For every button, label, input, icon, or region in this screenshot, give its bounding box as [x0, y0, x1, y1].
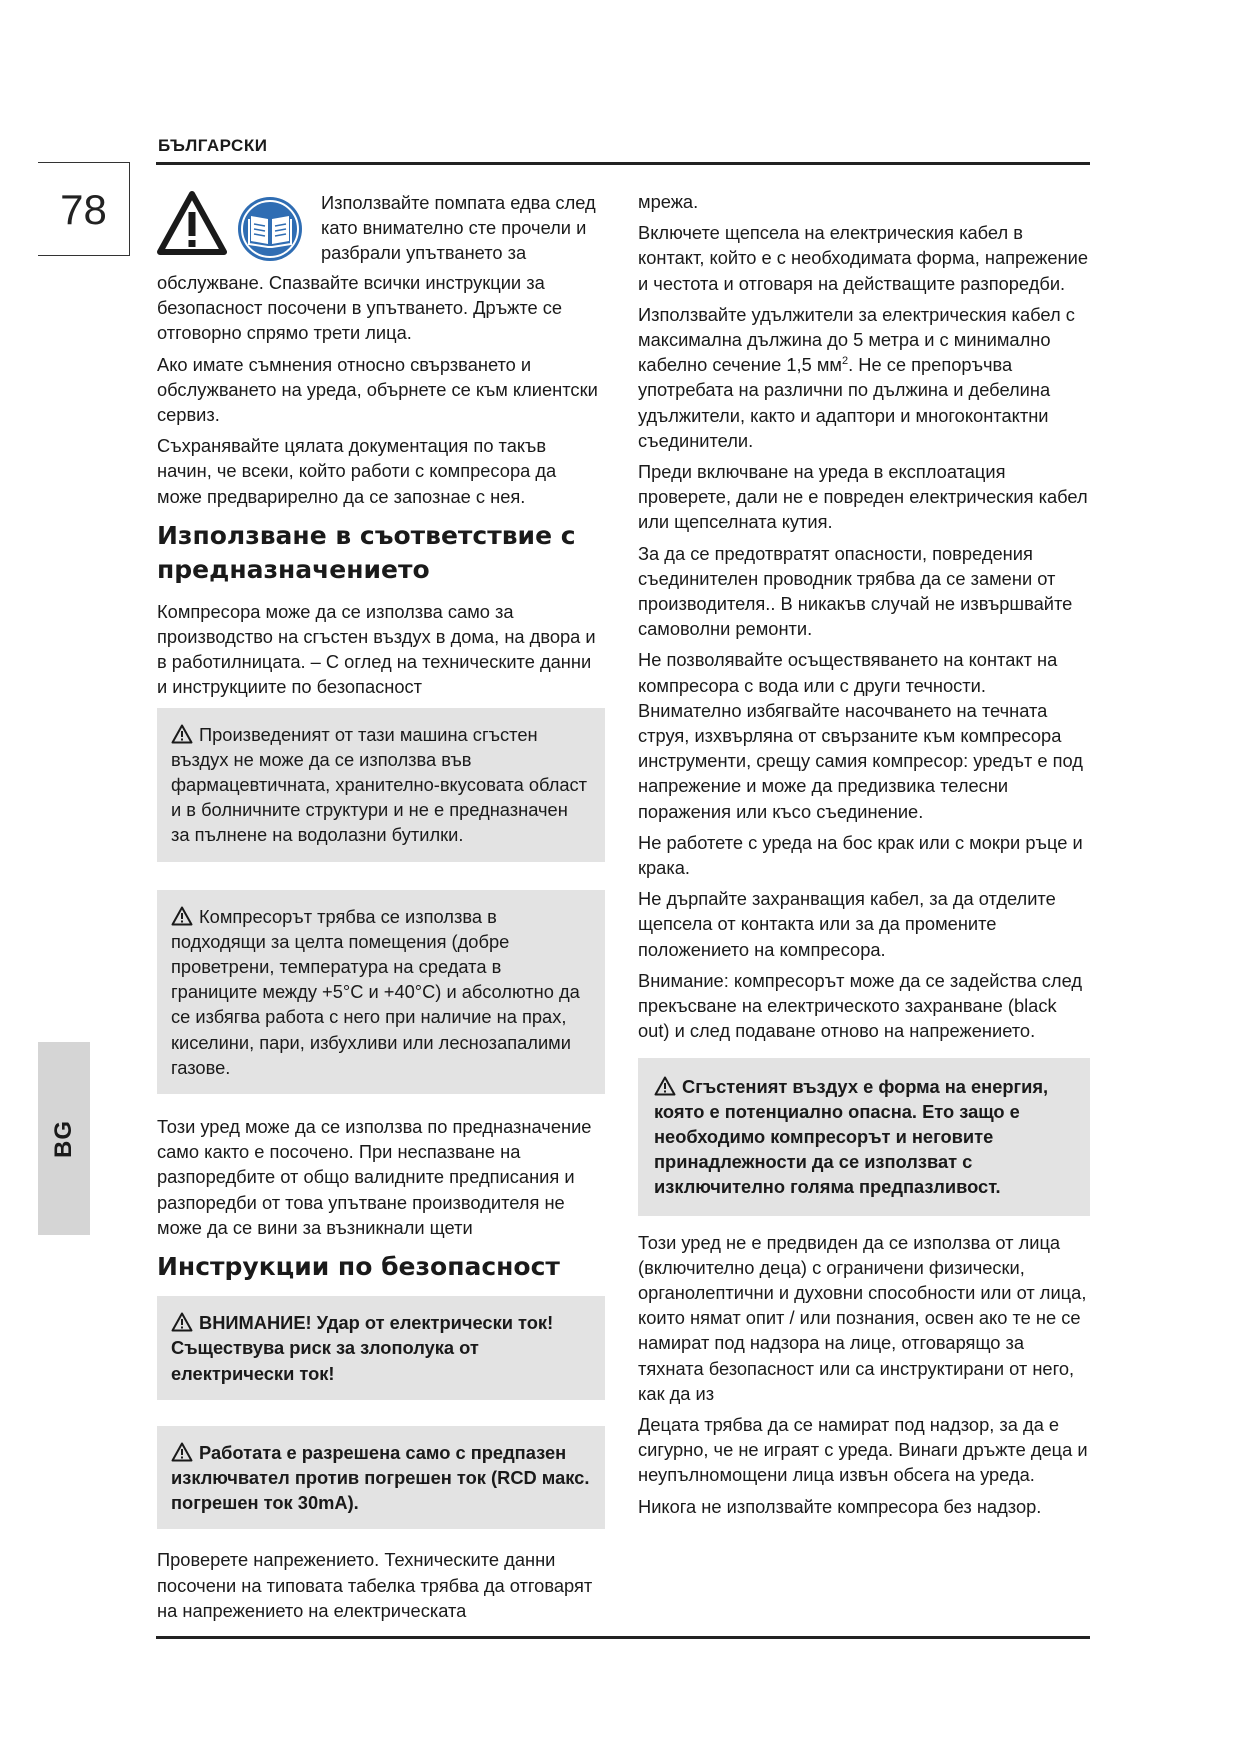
note-electric-shock [157, 1296, 605, 1400]
header-language: БЪЛГАРСКИ [158, 136, 268, 155]
note-pharma-text: Произведеният от тази машина сгъстен въздух не може да се използва във фармацевтичната, хранително-вкусовата област и в болничните структури и не е предназначен за пълнене на водолазни бутилки. [171, 723, 588, 846]
cable-pull-text: Не дърпайте захранващия кабел, за да отделите щепсела от контакта или за да промените положението на компресора. [638, 888, 1056, 960]
supervision-text: Никога не използвайте компресора без надзор. [638, 1495, 1042, 1517]
blackout-text: Внимание: компресорът може да се задейства след прекъсване на електрическото захранване (black out) и след подаване отново на напрежението. [638, 969, 1083, 1042]
page-number: 78 [38, 162, 130, 256]
note-rooms [157, 890, 605, 1094]
barefoot-text: Не работете с уреда на бос крак или с мокри ръце и крака. [638, 831, 1083, 879]
warning-triangle-icon [171, 1442, 193, 1462]
language-side-tab [38, 1042, 90, 1235]
plug-text: Включете щепсела на електрическия кабел в контакт, който е с необходимата форма, напрежение и честота и отговаря на действащите разпоредби. [638, 222, 1089, 294]
doubts-text: Ако имате съмнения относно свързването и обслужването на уреда, обърнете се към клиентски сервиз. [157, 353, 598, 426]
intro-line: разбрали упътването за [321, 242, 527, 264]
check-voltage-text: Проверете напрежението. Техническите данни посочени на типовата табелка трябва да отговарят на напрежението на електрическата [157, 1549, 593, 1621]
intro-line: като внимателно сте прочели и [321, 217, 587, 239]
heading-intended-use: Използване в съответствие с предназначението [157, 520, 576, 584]
warning-triangle-icon [171, 1312, 193, 1332]
intro-text: обслужване. Спазвайте всички инструкции за безопасност посочени в упътването. Дръжте се отговорно спрямо трети лица. [157, 272, 563, 344]
warning-triangle-icon [157, 190, 227, 256]
right-column [638, 189, 1090, 1525]
read-manual-book-icon [237, 196, 303, 262]
footer-rule [156, 1636, 1090, 1639]
intended-use-text: Компресора може да се използва само за производство на сгъстен въздух в дома, на двора и в работилницата. – С оглед на техническите данни и инструкциите по безопасност [157, 600, 596, 698]
note-electric-shock-text: ВНИМАНИЕ! Удар от електрически ток! Съществува риск за злополука от електрически ток! [171, 1312, 554, 1384]
language-code: BG [50, 1119, 77, 1158]
network-text: мрежа. [638, 191, 699, 212]
note-rcd [157, 1426, 605, 1530]
intro-icons [157, 190, 315, 270]
children-text: Децата трябва да се намират под надзор, за да е сигурно, че не играят с уреда. Винаги дръжте деца и неупълномощени лица извън обсега на уреда. [638, 1413, 1088, 1486]
water-text: Не позволявайте осъществяването на контакт на компресора с вода или с други течности. Внимателно избягвайте насочването на течната струя, изхвърляна от свързаните към компресора инструменти, срещу самия компресор: уредът е под напрежение и може да предизвика телесни поражения или късо съединение. [638, 649, 1083, 822]
left-column [157, 190, 605, 1629]
header-rule [156, 162, 1090, 165]
note-pharma [157, 708, 605, 862]
heading-safety: Инструкции по безопасност [157, 1252, 560, 1282]
liability-text: Този уред може да се използва по предназначение само както е посочено. При неспазване на разпоредбите от общо валидните предписания и разпоредби от това упътване производителя не може да се вини за възникнали щети [157, 1116, 592, 1238]
warning-triangle-icon [171, 724, 193, 744]
intro-line: Използвайте помпата едва след [321, 192, 596, 213]
note-compressed-air [638, 1058, 1090, 1216]
documentation-text: Съхранявайте цялата документация по такъв начин, че всеки, който работи с компресора да може предварирелно да се запознае с нея. [157, 435, 557, 507]
warning-triangle-icon [171, 906, 193, 926]
before-use-text: Преди включване на уреда в експлоатация проверете, дали не е повреден електрическия кабел или щепселната кутия. [638, 461, 1088, 533]
note-rooms-text: Компресорът трябва се използва в подходящи за целта помещения (добре проветрени, температура на средата в границите между +5°C и +40°C) и абсолютно да се избягва работа с него при наличие на прах, киселини, пари, избухливи или леснозапалими газове. [171, 905, 580, 1078]
note-rcd-text: Работата е разрешена само с предпазен изключвател против погрешен ток (RCD макс. погрешен ток 30mA). [171, 1441, 590, 1514]
extension-text: Използвайте удължители за електрическия кабел с максимална дължина до 5 метра и с минимално кабелно сечение 1,5 $мм^2$. Не се препоръчва употребата на различни по дължина и дебелина удължители, както и адаптори и многоконтактни съединители. [638, 303, 1075, 451]
persons-text: Този уред не е предвиден да се използва от лица (включително деца) с ограничени физически, органолептични и духовни способности или от лица, които нямат опит / или познания, освен ако те не се намират под надзора на лице, отговарящо за тяхната безопасност или са инструктирани от него, как да из [638, 1231, 1087, 1404]
note-compressed-air-text: Сгъстеният въздух е форма на енергия, която е потенциално опасна. Ето защо е необходимо компресорът и неговите принадлежности да се използват с изключително голяма предпазливост. [654, 1075, 1049, 1198]
damage-text: За да се предотвратят опасности, повредения съединителен проводник трябва да се замени от производителя.. В никакъв случай не извършвайте самоволни ремонти. [638, 542, 1073, 640]
warning-triangle-icon [654, 1076, 676, 1096]
